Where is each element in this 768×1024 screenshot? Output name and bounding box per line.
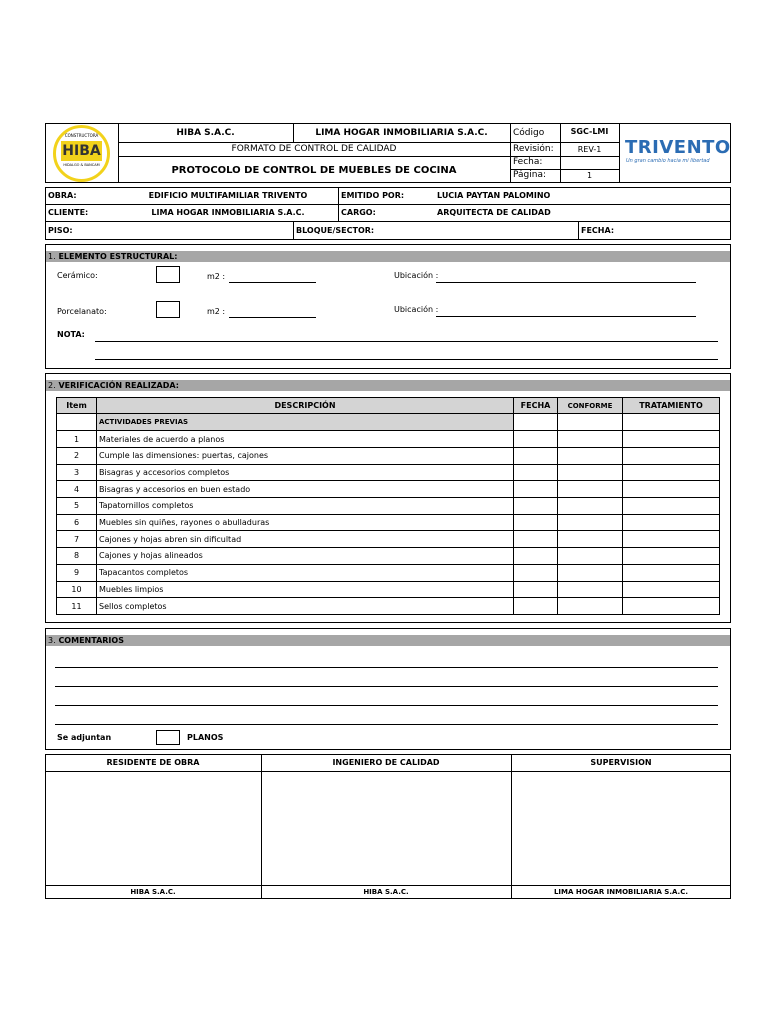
row-item: 7 (57, 531, 97, 548)
page-value: 1 (586, 171, 593, 180)
ceramico-ubicacion-field[interactable] (436, 282, 696, 283)
company-left: HIBA S.A.C. (176, 128, 235, 138)
row-item: 6 (57, 514, 97, 531)
ceramico-m2-label: m2 : (207, 272, 226, 281)
nota-line-2[interactable] (95, 359, 718, 360)
table-row (57, 514, 720, 531)
trivento-logo-name: TRIVENTO (625, 137, 731, 158)
hiba-logo-bottom-text: HIDALGO & BANCAM (63, 163, 100, 167)
row-fecha-cell[interactable] (514, 464, 558, 481)
adjuntan-label: Se adjuntan (57, 733, 112, 742)
table-row (57, 481, 720, 498)
sig-col2-area[interactable] (262, 772, 510, 884)
sig-col3-area[interactable] (512, 772, 730, 884)
section2-title: 2. VERIFICACIÓN REALIZADA: (48, 381, 179, 390)
row-description: Sellos completos (97, 598, 514, 615)
col-conforme-header: CONFORME (558, 398, 623, 414)
row-fecha-cell[interactable] (514, 564, 558, 581)
row-item: 5 (57, 498, 97, 515)
row-fecha-cell[interactable] (514, 581, 558, 598)
row-description: Bisagras y accesorios completos (97, 464, 514, 481)
subheader-activities: ACTIVIDADES PREVIAS (97, 414, 514, 431)
section1-block (45, 244, 731, 369)
hiba-logo-name: HIBA (62, 143, 101, 159)
row-fecha-cell[interactable] (514, 448, 558, 465)
col-tratamiento-header: TRATAMIENTO (623, 398, 720, 414)
table-subheader-row (57, 414, 720, 431)
emitido-value: LUCIA PAYTAN PALOMINO (437, 191, 551, 200)
sig-col3-title: SUPERVISION (590, 758, 652, 767)
planos-checkbox[interactable] (156, 730, 180, 745)
col-desc-header: DESCRIPCIÓN (97, 398, 514, 414)
ceramico-label: Cerámico: (57, 271, 98, 280)
row-tratamiento-cell[interactable] (623, 564, 720, 581)
table-row (57, 598, 720, 615)
section3-header-bar (46, 635, 730, 646)
row-fecha-cell[interactable] (514, 431, 558, 448)
protocol-title: PROTOCOLO DE CONTROL DE MUEBLES DE COCINA (171, 165, 457, 176)
verification-table (56, 397, 720, 431)
row-item: 11 (57, 598, 97, 615)
row-tratamiento-cell[interactable] (623, 448, 720, 465)
section3-title: 3. COMENTARIOS (48, 636, 124, 645)
row-tratamiento-cell[interactable] (623, 548, 720, 565)
cliente-value: LIMA HOGAR INMOBILIARIA S.A.C. (151, 208, 305, 217)
row-conforme-cell[interactable] (558, 464, 623, 481)
cargo-value: ARQUITECTA DE CALIDAD (437, 208, 551, 217)
trivento-logo-tagline: Un gran cambio hacia mi libertad (626, 158, 710, 164)
piso-label: PISO: (48, 226, 73, 235)
revision-label: Revisión: (513, 144, 554, 154)
bloque-label: BLOQUE/SECTOR: (296, 226, 375, 235)
row-tratamiento-cell[interactable] (623, 598, 720, 615)
porcelanato-label: Porcelanato: (57, 307, 107, 316)
row-conforme-cell[interactable] (558, 531, 623, 548)
cliente-label: CLIENTE: (48, 208, 89, 217)
row-fecha-cell[interactable] (514, 548, 558, 565)
table-row (57, 448, 720, 465)
row-description: Tapacantos completos (97, 564, 514, 581)
porcelanato-ubicacion-field[interactable] (436, 316, 696, 317)
comment-line-2[interactable] (55, 686, 718, 687)
trivento-logo (622, 137, 730, 171)
ceramico-checkbox[interactable] (156, 266, 180, 283)
code-value: SGC-LMI (570, 127, 609, 136)
company-right: LIMA HOGAR INMOBILIARIA S.A.C. (315, 128, 488, 138)
section3-block (45, 628, 731, 750)
planos-label: PLANOS (187, 733, 224, 742)
row-fecha-cell[interactable] (514, 598, 558, 615)
porcelanato-m2-field[interactable] (229, 317, 316, 318)
row-fecha-cell[interactable] (514, 531, 558, 548)
ceramico-ubicacion-label: Ubicación : (394, 271, 439, 280)
row-description: Muebles sin quiñes, rayones o abulladuras (97, 514, 514, 531)
sig-col1-area[interactable] (46, 772, 260, 884)
table-row (57, 498, 720, 515)
row-description: Muebles limpios (97, 581, 514, 598)
row-description: Materiales de acuerdo a planos (97, 431, 514, 448)
row-tratamiento-cell[interactable] (623, 464, 720, 481)
obra-label: OBRA: (48, 191, 77, 200)
row-description: Bisagras y accesorios en buen estado (97, 481, 514, 498)
cargo-label: CARGO: (341, 208, 376, 217)
sig-col1-title: RESIDENTE DE OBRA (106, 758, 200, 767)
sig-col1-company: HIBA S.A.C. (130, 888, 176, 896)
ceramico-m2-field[interactable] (229, 282, 316, 283)
row-description: Tapatornillos completos (97, 498, 514, 515)
row-fecha-cell[interactable] (514, 514, 558, 531)
page-label: Página: (513, 170, 547, 180)
sig-col2-title: INGENIERO DE CALIDAD (332, 758, 440, 767)
format-title: FORMATO DE CONTROL DE CALIDAD (231, 144, 397, 154)
porcelanato-m2-label: m2 : (207, 307, 226, 316)
row-item: 10 (57, 581, 97, 598)
row-item: 9 (57, 564, 97, 581)
row-item: 2 (57, 448, 97, 465)
row-item: 1 (57, 431, 97, 448)
code-label: Código (513, 128, 545, 138)
row-fecha-cell[interactable] (514, 498, 558, 515)
row-conforme-cell[interactable] (558, 548, 623, 565)
row-item: 3 (57, 464, 97, 481)
table-header-row (57, 398, 720, 414)
comment-line-3[interactable] (55, 705, 718, 706)
table-row (57, 464, 720, 481)
row-conforme-cell[interactable] (558, 498, 623, 515)
row-conforme-cell[interactable] (558, 564, 623, 581)
row-tratamiento-cell[interactable] (623, 431, 720, 448)
col-item-header: Item (57, 398, 97, 414)
row-description: Cajones y hojas abren sin dificultad (97, 531, 514, 548)
row-description: Cumple las dimensiones: puertas, cajones (97, 448, 514, 465)
row-conforme-cell[interactable] (558, 431, 623, 448)
date-label: Fecha: (513, 157, 543, 167)
obra-value: EDIFICIO MULTIFAMILIAR TRIVENTO (148, 191, 308, 200)
row-tratamiento-cell[interactable] (623, 514, 720, 531)
table-row (57, 564, 720, 581)
verification-rows-table (56, 430, 720, 615)
revision-value: REV-1 (577, 145, 602, 154)
hiba-logo-top-text: CONSTRUCTORA (64, 133, 99, 138)
porcelanato-checkbox[interactable] (156, 301, 180, 318)
nota-line-1[interactable] (95, 341, 718, 342)
row-tratamiento-cell[interactable] (623, 498, 720, 515)
fecha-label: FECHA: (581, 226, 615, 235)
col-fecha-header: FECHA (514, 398, 558, 414)
row-conforme-cell[interactable] (558, 598, 623, 615)
row-item: 4 (57, 481, 97, 498)
sig-col2-company: HIBA S.A.C. (363, 888, 409, 896)
row-tratamiento-cell[interactable] (623, 531, 720, 548)
row-conforme-cell[interactable] (558, 448, 623, 465)
section1-title: 1. ELEMENTO ESTRUCTURAL: (48, 252, 178, 261)
nota-label: NOTA: (57, 330, 85, 339)
row-item: 8 (57, 548, 97, 565)
table-row (57, 548, 720, 565)
table-row (57, 581, 720, 598)
row-conforme-cell[interactable] (558, 581, 623, 598)
row-description: Cajones y hojas alineados (97, 548, 514, 565)
hiba-logo (53, 125, 110, 182)
comment-line-4[interactable] (55, 724, 718, 725)
row-tratamiento-cell[interactable] (623, 581, 720, 598)
table-row (57, 531, 720, 548)
porcelanato-ubicacion-label: Ubicación : (394, 305, 439, 314)
row-fecha-cell[interactable] (514, 481, 558, 498)
sig-col3-company: LIMA HOGAR INMOBILIARIA S.A.C. (553, 888, 689, 896)
row-tratamiento-cell[interactable] (623, 481, 720, 498)
table-row (57, 431, 720, 448)
row-conforme-cell[interactable] (558, 514, 623, 531)
comment-line-1[interactable] (55, 667, 718, 668)
row-conforme-cell[interactable] (558, 481, 623, 498)
emitido-label: EMITIDO POR: (341, 191, 405, 200)
